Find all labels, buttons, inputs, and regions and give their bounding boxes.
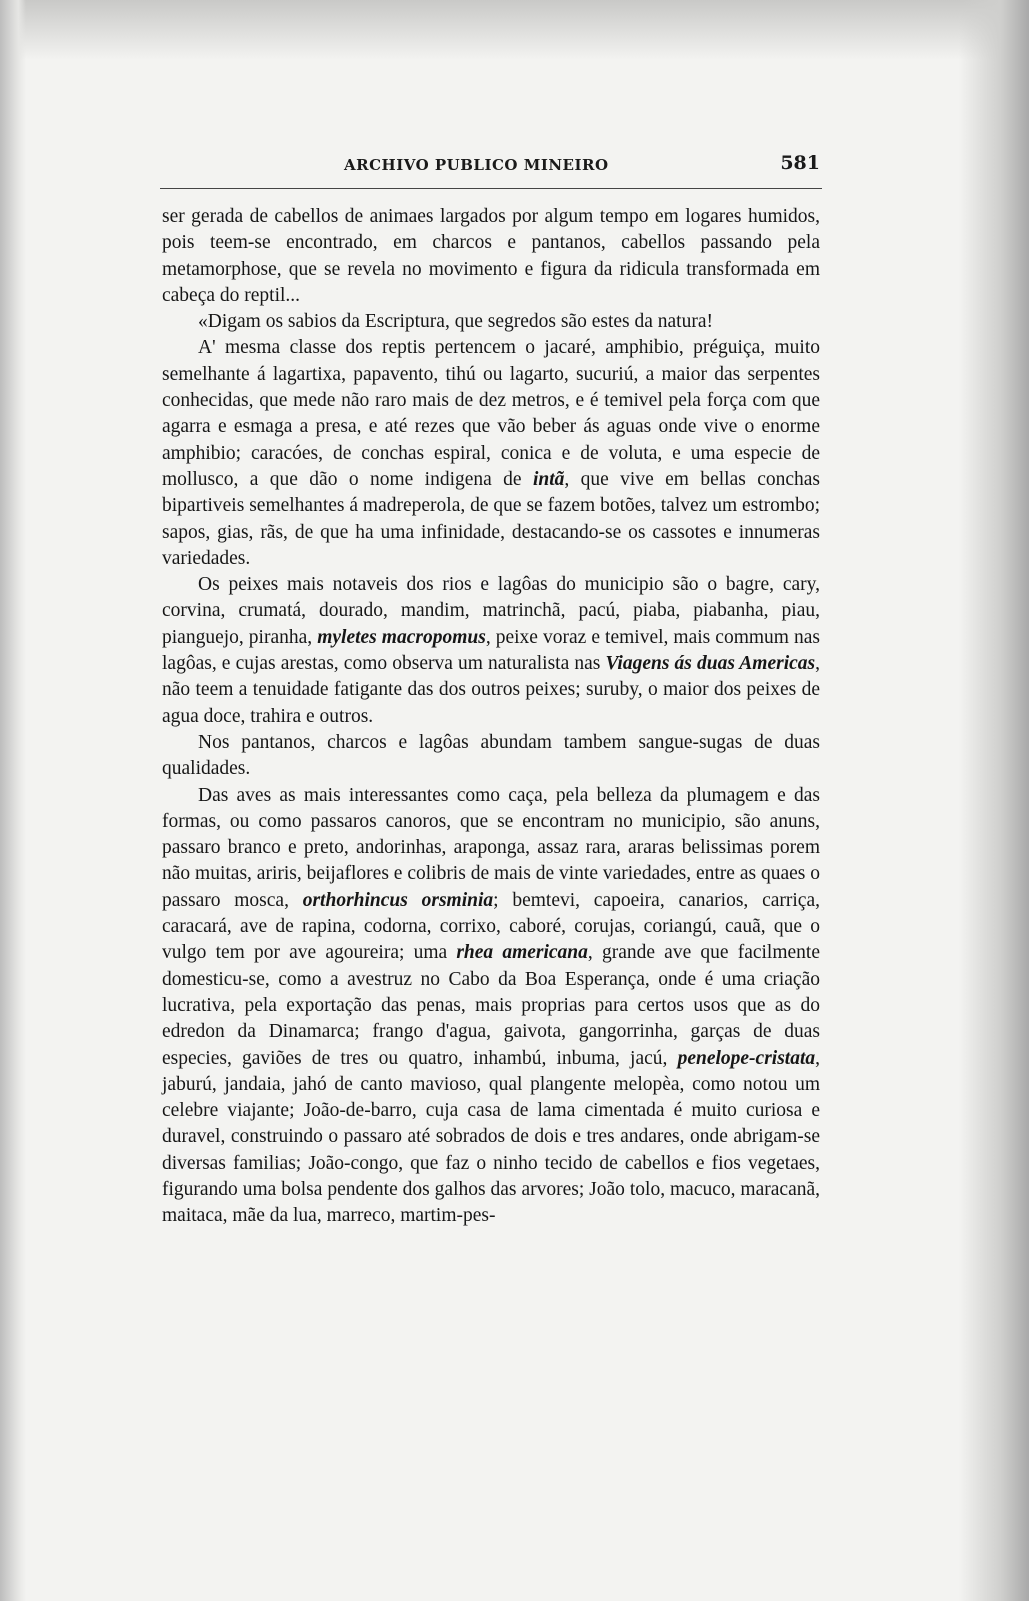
italic-term: intã [532, 468, 565, 490]
text-run: , peixe voraz e temivel, mais commum nas lagôas, e cujas arestas, como observa um naturalista nas [162, 626, 820, 675]
body-text [162, 204, 820, 1230]
italic-term: penelope-cristata [677, 1047, 816, 1069]
paragraph-reptiles [162, 335, 820, 572]
text-run: Das aves as mais interessantes como caça, pela belleza da plumagem e das formas, ou como passaros canoros, que se encontram no municipio, são anuns, passaro branco e preto, andorinhas, araponga, assaz rara, araras belissimas porem não muitas, ariris, beijaflores e colibris de mais de vinte variedades, entre as quaes o passaro mosca, [162, 784, 820, 911]
page-number: 581 [780, 152, 820, 174]
paragraph-birds [162, 783, 820, 1230]
scan-shadow-right [959, 0, 1029, 1601]
text-run: Os peixes mais notaveis dos rios e lagôas do municipio são o bagre, cary, corvina, crumatá, dourado, mandim, matrinchã, pacú, piaba, piabanha, piau, pianguejo, piranha, [162, 574, 820, 648]
italic-term: rhea americana [456, 942, 588, 964]
text-run: «Digam os sabios da Escriptura, que segredos são estes da natura! [198, 311, 713, 333]
paragraph-leeches [162, 730, 820, 783]
text-run: , que vive em bellas conchas bipartiveis semelhantes á madreperola, de que se fazem botões, talvez um estrombo; sapos, gias, rãs, de que ha uma infinidade, destacando-se os cassotes e innumeras variedades. [162, 468, 820, 569]
running-head: ARCHIVO PUBLICO MINEIRO [344, 156, 609, 174]
text-run: Nos pantanos, charcos e lagôas abundam tambem sangue-sugas de duas qualidades. [162, 731, 820, 780]
text-run: A' mesma classe dos reptis pertencem o jacaré, amphibio, préguiça, muito semelhante á lagartixa, papavento, tihú ou lagarto, sucuriú, a maior das serpentes conhecidas, que mede não raro mais de dez metros, e é temivel pela força com que agarra e esmaga a presa, e até rezes que vão beber ás aguas onde vive o enorme amphibio; caracóes, de conchas espiral, conica e de voluta, e uma especie de mollusco, a que dão o nome indigena de [162, 337, 820, 490]
text-run: , não teem a tenuidade fatigante das dos outros peixes; suruby, o maior dos peixes de agua doce, trahira e outros. [162, 653, 820, 727]
paragraph-quote [162, 309, 820, 335]
text-run: ser gerada de cabellos de animaes largados por algum tempo em logares humidos, pois teem-se encontrado, em charcos e pantanos, cabellos passando pela metamorphose, que se revela no movimento e figura da ridicula transformada em cabeça do reptil... [162, 206, 820, 306]
paragraph-continuation [162, 204, 820, 309]
italic-term: myletes macropomus [317, 626, 486, 648]
text-run: , grande ave que facilmente domesticu-se, como a avestruz no Cabo da Boa Esperança, onde é uma criação lucrativa, pela exportação das penas, mais proprias para certos usos que as do edredon da Dinamarca; frango d'agua, gaivota, gangorrinha, garças de duas especies, gaviões de tres ou quatro, inhambú, inbuma, jacú, [162, 942, 820, 1069]
paragraph-fishes [162, 572, 820, 730]
scan-shadow-top [0, 0, 1029, 60]
text-run: , jaburú, jandaia, jahó de canto mavioso, qual plangente melopèa, como notou um celebre viajante; João-de-barro, cuja casa de lama cimentada é muito curiosa e duravel, construindo o passaro até sobrados de dois e tres andares, onde abrigam-se diversas familias; João-congo, que faz o ninho tecido de cabellos e fios vegetaes, figurando uma bolsa pendente dos galhos das arvores; João tolo, macuco, maracanã, maitaca, mãe da lua, marreco, martim-pes- [162, 1047, 820, 1227]
page-header [160, 152, 820, 182]
italic-book-title: Viagens ás duas Americas [605, 653, 816, 675]
text-run: ; bemtevi, capoeira, canarios, carriça, caracará, ave de rapina, codorna, corrixo, caboré, corujas, coriangú, cauã, que o vulgo tem por ave agoureira; uma [162, 889, 820, 964]
scan-shadow-left [0, 0, 26, 1601]
header-rule [160, 188, 822, 189]
italic-term: orthorhincus orsminia [302, 889, 494, 911]
